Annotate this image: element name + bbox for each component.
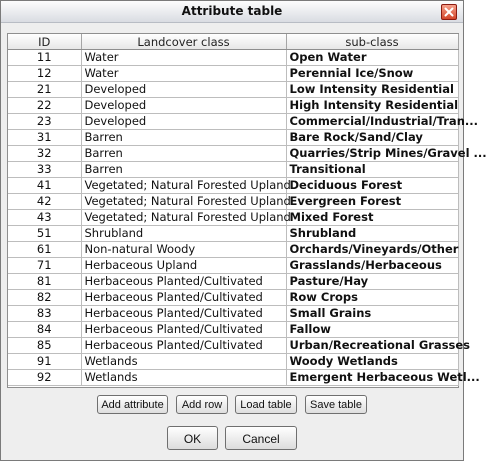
- cell-landcover-class[interactable]: Developed: [81, 98, 286, 114]
- table-row[interactable]: [8, 178, 458, 194]
- cell-landcover-class[interactable]: Vegetated; Natural Forested Upland: [81, 210, 286, 226]
- column-header-sub-class[interactable]: sub-class: [286, 34, 458, 50]
- add-row-button[interactable]: Add row: [176, 395, 228, 414]
- add-attribute-button[interactable]: Add attribute: [97, 395, 168, 414]
- table-row[interactable]: [8, 98, 458, 114]
- cell-sub-class[interactable]: Orchards/Vineyards/Other: [286, 242, 458, 258]
- cell-id[interactable]: 22: [8, 98, 81, 114]
- title-bar[interactable]: [1, 1, 463, 23]
- table-body: [8, 50, 487, 386]
- cell-id[interactable]: 85: [8, 338, 81, 354]
- cell-id[interactable]: 71: [8, 258, 81, 274]
- cell-id[interactable]: 42: [8, 194, 81, 210]
- cell-sub-class[interactable]: Fallow: [286, 322, 458, 338]
- table-row[interactable]: [8, 306, 458, 322]
- cell-id[interactable]: 12: [8, 66, 81, 82]
- cell-landcover-class[interactable]: Herbaceous Planted/Cultivated: [81, 322, 286, 338]
- cell-landcover-class[interactable]: Developed: [81, 114, 286, 130]
- cancel-button[interactable]: Cancel: [225, 426, 297, 450]
- cell-id[interactable]: 61: [8, 242, 81, 258]
- cell-sub-class[interactable]: Urban/Recreational Grasses: [286, 338, 458, 354]
- cell-id[interactable]: 51: [8, 226, 81, 242]
- cell-sub-class[interactable]: Grasslands/Herbaceous: [286, 258, 458, 274]
- cell-id[interactable]: 21: [8, 82, 81, 98]
- table-row[interactable]: [8, 210, 458, 226]
- table-row[interactable]: [8, 290, 458, 306]
- cell-id[interactable]: 82: [8, 290, 81, 306]
- cell-id[interactable]: 32: [8, 146, 81, 162]
- window-title: Attribute table: [181, 4, 283, 18]
- table-row[interactable]: [8, 274, 458, 290]
- table-row[interactable]: [8, 194, 458, 210]
- cell-sub-class[interactable]: Small Grains: [286, 306, 458, 322]
- cell-sub-class[interactable]: Quarries/Strip Mines/Gravel ...: [286, 146, 458, 162]
- cell-landcover-class[interactable]: Vegetated; Natural Forested Upland: [81, 178, 286, 194]
- cell-landcover-class[interactable]: Barren: [81, 146, 286, 162]
- cell-sub-class[interactable]: Mixed Forest: [286, 210, 458, 226]
- table-row[interactable]: [8, 258, 458, 274]
- cell-sub-class[interactable]: Woody Wetlands: [286, 354, 458, 370]
- table-row[interactable]: [8, 226, 458, 242]
- table-row[interactable]: [8, 338, 458, 354]
- table-row[interactable]: [8, 354, 458, 370]
- cell-id[interactable]: 31: [8, 130, 81, 146]
- cell-id[interactable]: 91: [8, 354, 81, 370]
- attribute-table[interactable]: [7, 33, 487, 388]
- table-row[interactable]: [8, 370, 458, 386]
- cell-sub-class[interactable]: Deciduous Forest: [286, 178, 458, 194]
- table-header-row: [8, 34, 458, 50]
- cell-sub-class[interactable]: Perennial Ice/Snow: [286, 66, 458, 82]
- cell-sub-class[interactable]: Commercial/Industrial/Tran...: [286, 114, 458, 130]
- save-table-button[interactable]: Save table: [305, 395, 367, 414]
- cell-landcover-class[interactable]: Herbaceous Planted/Cultivated: [81, 290, 286, 306]
- column-header-id[interactable]: ID: [8, 34, 81, 50]
- cell-id[interactable]: 41: [8, 178, 81, 194]
- cell-id[interactable]: 92: [8, 370, 81, 386]
- cell-landcover-class[interactable]: Barren: [81, 130, 286, 146]
- cell-landcover-class[interactable]: Shrubland: [81, 226, 286, 242]
- cell-landcover-class[interactable]: Vegetated; Natural Forested Upland: [81, 194, 286, 210]
- cell-sub-class[interactable]: Open Water: [286, 50, 458, 66]
- cell-sub-class[interactable]: Emergent Herbaceous Wetl...: [286, 370, 458, 386]
- cell-id[interactable]: 81: [8, 274, 81, 290]
- ok-button[interactable]: OK: [167, 426, 218, 450]
- cell-landcover-class[interactable]: Barren: [81, 162, 286, 178]
- cell-id[interactable]: 43: [8, 210, 81, 226]
- cell-sub-class[interactable]: Evergreen Forest: [286, 194, 458, 210]
- table-row[interactable]: [8, 242, 458, 258]
- cell-sub-class[interactable]: Bare Rock/Sand/Clay: [286, 130, 458, 146]
- cell-id[interactable]: 11: [8, 50, 81, 66]
- table-row[interactable]: [8, 66, 458, 82]
- cell-sub-class[interactable]: Row Crops: [286, 290, 458, 306]
- cell-landcover-class[interactable]: Herbaceous Upland: [81, 258, 286, 274]
- cell-landcover-class[interactable]: Developed: [81, 82, 286, 98]
- cell-landcover-class[interactable]: Water: [81, 50, 286, 66]
- table-row[interactable]: [8, 130, 458, 146]
- cell-id[interactable]: 83: [8, 306, 81, 322]
- table-row[interactable]: [8, 114, 458, 130]
- cell-landcover-class[interactable]: Wetlands: [81, 354, 286, 370]
- cell-sub-class[interactable]: Shrubland: [286, 226, 458, 242]
- cell-landcover-class[interactable]: Water: [81, 66, 286, 82]
- close-button[interactable]: [441, 4, 457, 20]
- cell-landcover-class[interactable]: Herbaceous Planted/Cultivated: [81, 306, 286, 322]
- cell-landcover-class[interactable]: Herbaceous Planted/Cultivated: [81, 338, 286, 354]
- table-row[interactable]: [8, 50, 458, 66]
- cell-landcover-class[interactable]: Non-natural Woody: [81, 242, 286, 258]
- table-row[interactable]: [8, 82, 458, 98]
- table-row[interactable]: [8, 322, 458, 338]
- cell-sub-class[interactable]: High Intensity Residential: [286, 98, 458, 114]
- table-row[interactable]: [8, 146, 458, 162]
- column-header-landcover-class[interactable]: Landcover class: [81, 34, 286, 50]
- close-icon: [444, 7, 454, 17]
- cell-sub-class[interactable]: Low Intensity Residential: [286, 82, 458, 98]
- cell-sub-class[interactable]: Pasture/Hay: [286, 274, 458, 290]
- table-action-buttons: [1, 395, 463, 415]
- cell-landcover-class[interactable]: Wetlands: [81, 370, 286, 386]
- cell-sub-class[interactable]: Transitional: [286, 162, 458, 178]
- cell-id[interactable]: 33: [8, 162, 81, 178]
- cell-id[interactable]: 23: [8, 114, 81, 130]
- table-row[interactable]: [8, 162, 458, 178]
- cell-landcover-class[interactable]: Herbaceous Planted/Cultivated: [81, 274, 286, 290]
- load-table-button[interactable]: Load table: [235, 395, 297, 414]
- cell-id[interactable]: 84: [8, 322, 81, 338]
